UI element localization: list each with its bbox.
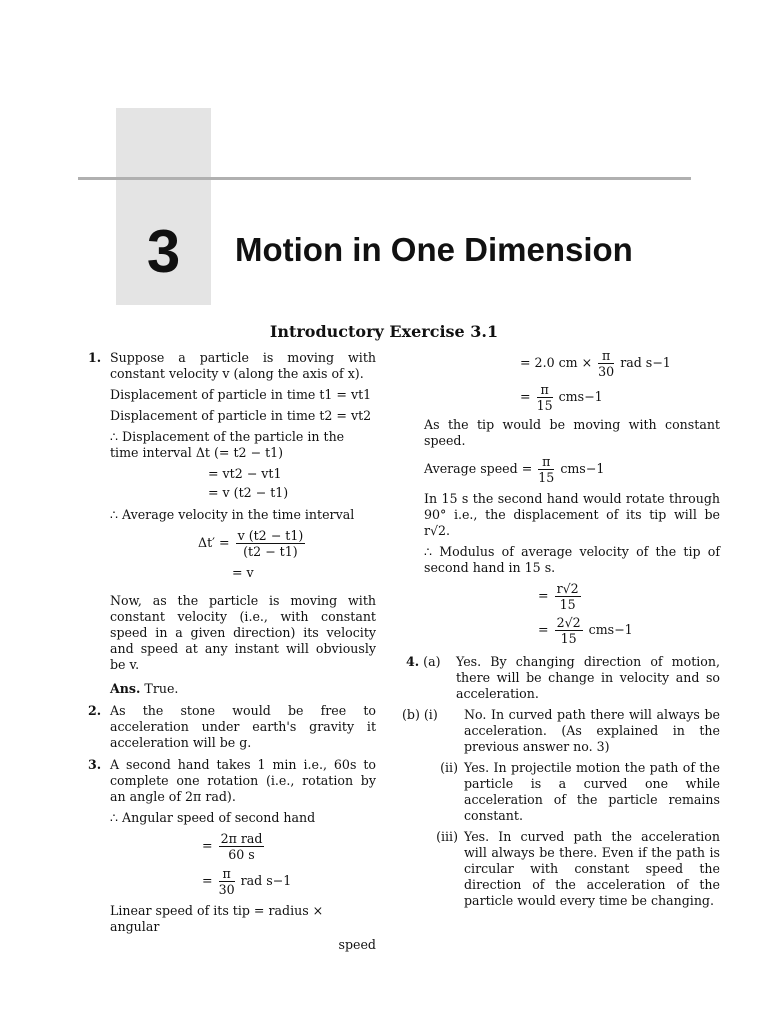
question-4 [402, 654, 720, 909]
q3-tip-text: As the tip would be moving with constant speed. [424, 417, 720, 448]
q3-f2-den: 30 [218, 882, 235, 897]
answer-value: True. [144, 681, 179, 696]
q3-m-fraction-2 [555, 615, 583, 646]
q4-a-text: Yes. By changing direction of motion, there will be change in velocity and so acceleration. [456, 654, 720, 701]
q4-iii-label: (iii) [436, 829, 458, 844]
q3-m-f2-unit: cms−1 [588, 622, 633, 637]
q3-r-f1-num: π [598, 348, 614, 364]
q3-linear-speed: Linear speed of its tip = radius × angular [110, 903, 324, 934]
q3-m-f2-num: 2√2 [556, 615, 581, 630]
q3-f1-num: 2π rad [220, 831, 263, 846]
exercise-heading: Introductory Exercise 3.1 [269, 322, 499, 341]
q3-avg-den: 15 [538, 470, 555, 485]
q3-m-f1-den: 15 [559, 597, 576, 612]
q4-part-iii [406, 829, 720, 909]
q3-modulus-eq1: = $\frac{r√2}{15}$ [538, 581, 579, 612]
q1-displacement-t1: Displacement of particle in time t1 = vt1 [110, 387, 372, 402]
q1-displacement-interval: ∴ Displacement of the particle in the time interval Δt (= t2 − t1) [110, 429, 345, 460]
q1-eq1: = vt2 − vt1 [208, 466, 282, 481]
chapter-number: 3 [146, 218, 181, 285]
q4-ii-text: Yes. In projectile motion the path of the particle is a curved one while acceleration of the particle remains constant. [464, 760, 720, 823]
question-number: 1. [88, 350, 102, 365]
question-number: 2. [88, 703, 102, 718]
q2-text: As the stone would be free to acceleration under earth's gravity it acceleration will be g. [110, 703, 376, 750]
q4-part-a [406, 654, 720, 702]
q3-avg-unit: cms−1 [560, 461, 605, 476]
question-number: 3. [88, 757, 102, 772]
q3-eq2: = $\frac{\pi}{30}$ rad s−1 [202, 866, 292, 897]
q4-b-label: (b) (i) [402, 707, 438, 722]
q3-eq1: = $\frac{\text{2π rad}}{60 s}$ [202, 831, 263, 862]
q3-average-speed [424, 454, 720, 485]
q1-displacement-t2: Displacement of particle in time t2 = vt2 [110, 408, 372, 423]
q3-r-eq1-pre: = 2.0 cm × [520, 355, 593, 370]
q4-part-ii [406, 760, 720, 824]
right-column [402, 348, 720, 915]
q1-answer [110, 681, 376, 697]
question-1 [88, 350, 376, 697]
q3-rotate-text: In 15 s the second hand would rotate through 90° i.e., the displacement of its tip will be r√2. [424, 491, 720, 538]
q3-f2-num: π [219, 866, 235, 882]
q3-angular-speed: ∴ Angular speed of second hand [110, 810, 316, 825]
answer-label: Ans. [110, 681, 141, 696]
q3-r-f1-den: 30 [598, 364, 615, 379]
q1-fraction-eq [110, 528, 376, 559]
q3-r-f1-unit: rad s−1 [620, 355, 671, 370]
question-number: 4. [406, 654, 420, 669]
q4-b-i-text: No. In curved path there will always be acceleration. (As explained in the previous answer no. 3) [464, 707, 720, 754]
q1-intro: Suppose a particle is moving with constant velocity v (along the axis of x). [110, 350, 376, 381]
q3-m-f1-num: r√2 [556, 581, 579, 596]
header-rule [78, 177, 691, 180]
q3-avg-fraction [538, 454, 554, 485]
chapter-title: Motion in One Dimension [235, 231, 633, 268]
q3-modulus-text: ∴ Modulus of average velocity of the tip of second hand in 15 s. [424, 544, 720, 575]
left-column [88, 350, 376, 959]
question-2 [88, 703, 376, 751]
q1-average-velocity: ∴ Average velocity in the time interval [110, 507, 355, 522]
q3-avg-lhs: Average speed = [424, 461, 533, 476]
q3-f1-den: 60 s [228, 847, 255, 862]
q3-text: A second hand takes 1 min i.e., 60s to complete one rotation (i.e., rotation by an angle of 2π rad). [110, 757, 376, 804]
q3-speed-word: speed [338, 937, 376, 952]
q4-iii-text: Yes. In curved path the acceleration will always be there. Even if the path is circular with constant speed the direction of the acceleration of the particle would every time be changing. [464, 829, 720, 908]
q3-fraction-2 [219, 866, 235, 897]
q1-eq3: = v [232, 565, 254, 580]
q4-a-label [406, 654, 444, 670]
q3-f2-unit: rad s−1 [240, 873, 292, 888]
q4-ii-label: (ii) [440, 760, 458, 775]
q3-right-eq2: = $\frac{\pi}{15}$ cms−1 [520, 382, 603, 413]
q1-frac-num: v (t2 − t1) [237, 528, 304, 543]
q1-fraction [236, 528, 306, 559]
q1-eq2: = v (t2 − t1) [208, 485, 289, 500]
q3-r-f2-den: 15 [536, 398, 553, 413]
q3-r-f2-num: π [537, 382, 553, 398]
q3-avg-num: π [538, 454, 554, 470]
q3-r-fraction-1 [598, 348, 614, 379]
q3-r-fraction-2 [537, 382, 553, 413]
q3-fraction-1 [219, 831, 265, 862]
q1-conclusion: Now, as the particle is moving with constant velocity (i.e., with constant speed in a given direction) its velocity and speed at any instant will obviously be v. [110, 593, 376, 672]
q3-m-f2-den: 15 [560, 631, 577, 646]
q4-part-b-i [402, 707, 720, 755]
q3-right-eq1 [424, 348, 720, 379]
question-3 [88, 757, 376, 953]
q3-r-f2-unit: cms−1 [558, 389, 603, 404]
q3-modulus-eq2: = $\frac{2√2}{15}$ cms−1 [538, 615, 633, 646]
q4-a-label-text: (a) [423, 654, 441, 669]
q1-frac-lhs: Δt′ = [198, 535, 230, 550]
q1-frac-den: (t2 − t1) [243, 544, 298, 559]
q3-m-fraction-1 [555, 581, 581, 612]
